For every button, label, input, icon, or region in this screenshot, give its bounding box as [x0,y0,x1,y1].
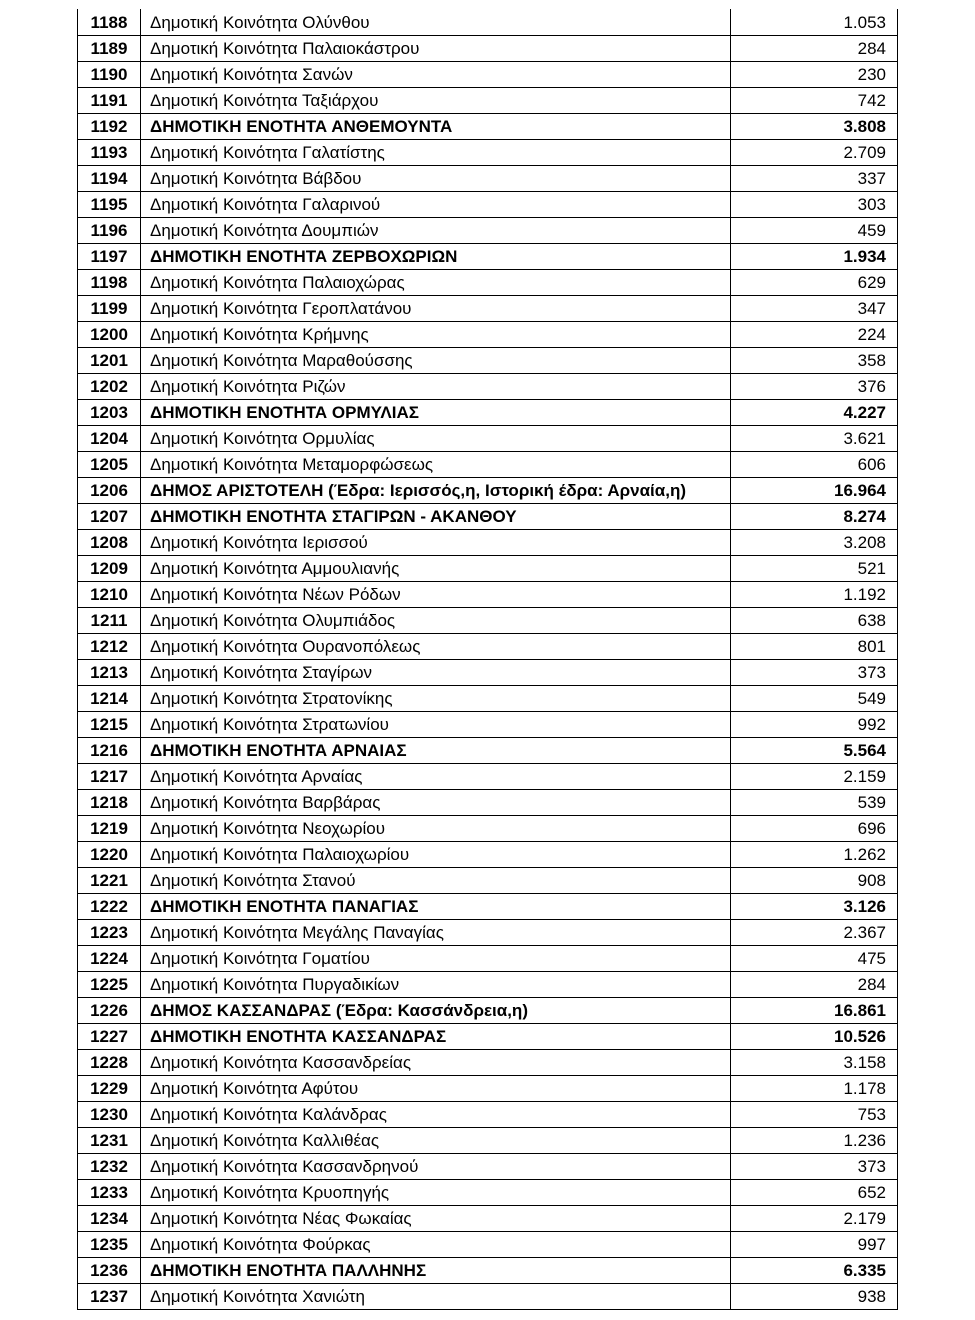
row-value: 5.564 [731,738,898,764]
table-row [78,556,898,582]
row-number: 1236 [78,1258,141,1284]
row-name: Δημοτική Κοινότητα Ολύνθου [141,9,731,36]
row-number: 1201 [78,348,141,374]
row-number: 1217 [78,764,141,790]
row-value: 347 [731,296,898,322]
row-name: Δημοτική Κοινότητα Πυργαδικίων [141,972,731,998]
row-name: Δημοτική Κοινότητα Ιερισσού [141,530,731,556]
table-row [78,868,898,894]
row-name: ΔΗΜΟΣ ΑΡΙΣΤΟΤΕΛΗ (Έδρα: Ιερισσός,η, Ιστορική έδρα: Αρναία,η) [141,478,731,504]
row-value: 358 [731,348,898,374]
table-row [78,192,898,218]
table-row [78,166,898,192]
table-row [78,426,898,452]
row-value: 1.053 [731,9,898,36]
table-row [78,88,898,114]
row-value: 284 [731,36,898,62]
table-row [78,946,898,972]
row-number: 1188 [78,9,141,36]
row-name: Δημοτική Κοινότητα Μαραθούσσης [141,348,731,374]
row-number: 1226 [78,998,141,1024]
row-value: 10.526 [731,1024,898,1050]
table-body [78,9,898,1310]
row-value: 908 [731,868,898,894]
table-row [78,296,898,322]
row-number: 1205 [78,452,141,478]
row-name: ΔΗΜΟΤΙΚΗ ΕΝΟΤΗΤΑ ΑΡΝΑΙΑΣ [141,738,731,764]
row-number: 1204 [78,426,141,452]
row-number: 1194 [78,166,141,192]
row-value: 539 [731,790,898,816]
row-number: 1232 [78,1154,141,1180]
row-name: Δημοτική Κοινότητα Βαρβάρας [141,790,731,816]
row-value: 2.179 [731,1206,898,1232]
table-row [78,998,898,1024]
row-value: 1.262 [731,842,898,868]
row-value: 696 [731,816,898,842]
row-name: ΔΗΜΟΤΙΚΗ ΕΝΟΤΗΤΑ ΠΑΝΑΓΙΑΣ [141,894,731,920]
table-row [78,348,898,374]
row-number: 1207 [78,504,141,530]
table-row [78,608,898,634]
row-value: 16.964 [731,478,898,504]
table-row [78,1258,898,1284]
table-row [78,764,898,790]
table-row [78,712,898,738]
row-name: Δημοτική Κοινότητα Σανών [141,62,731,88]
table-row [78,244,898,270]
row-name: ΔΗΜΟΤΙΚΗ ΕΝΟΤΗΤΑ ΣΤΑΓΙΡΩΝ - ΑΚΑΝΘΟΥ [141,504,731,530]
row-number: 1202 [78,374,141,400]
row-name: ΔΗΜΟΤΙΚΗ ΕΝΟΤΗΤΑ ΖΕΡΒΟΧΩΡΙΩΝ [141,244,731,270]
row-number: 1218 [78,790,141,816]
row-number: 1230 [78,1102,141,1128]
row-name: Δημοτική Κοινότητα Κρήμνης [141,322,731,348]
table-row [78,738,898,764]
row-name: Δημοτική Κοινότητα Γοματίου [141,946,731,972]
row-name: ΔΗΜΟΤΙΚΗ ΕΝΟΤΗΤΑ ΚΑΣΣΑΝΔΡΑΣ [141,1024,731,1050]
row-name: Δημοτική Κοινότητα Αφύτου [141,1076,731,1102]
row-value: 3.808 [731,114,898,140]
row-value: 992 [731,712,898,738]
row-number: 1206 [78,478,141,504]
row-name: Δημοτική Κοινότητα Αρναίας [141,764,731,790]
row-value: 2.709 [731,140,898,166]
table-row [78,530,898,556]
table-row [78,114,898,140]
row-number: 1234 [78,1206,141,1232]
row-name: Δημοτική Κοινότητα Στρατονίκης [141,686,731,712]
row-name: Δημοτική Κοινότητα Γαλαρινού [141,192,731,218]
row-name: Δημοτική Κοινότητα Κασσανδρείας [141,1050,731,1076]
row-number: 1209 [78,556,141,582]
row-number: 1198 [78,270,141,296]
table-row [78,790,898,816]
table-row [78,322,898,348]
row-name: Δημοτική Κοινότητα Ουρανοπόλεως [141,634,731,660]
row-name: Δημοτική Κοινότητα Στρατωνίου [141,712,731,738]
row-number: 1193 [78,140,141,166]
row-number: 1229 [78,1076,141,1102]
row-value: 742 [731,88,898,114]
table-row [78,1206,898,1232]
row-number: 1225 [78,972,141,998]
table-row [78,582,898,608]
row-value: 3.158 [731,1050,898,1076]
row-name: Δημοτική Κοινότητα Στανού [141,868,731,894]
row-name: Δημοτική Κοινότητα Ταξιάρχου [141,88,731,114]
table-row [78,1024,898,1050]
row-name: Δημοτική Κοινότητα Μεγάλης Παναγίας [141,920,731,946]
row-value: 303 [731,192,898,218]
row-value: 16.861 [731,998,898,1024]
row-number: 1220 [78,842,141,868]
row-number: 1208 [78,530,141,556]
row-name: Δημοτική Κοινότητα Παλαιοχωρίου [141,842,731,868]
row-number: 1237 [78,1284,141,1310]
row-name: Δημοτική Κοινότητα Ορμυλίας [141,426,731,452]
row-value: 4.227 [731,400,898,426]
row-number: 1197 [78,244,141,270]
row-value: 337 [731,166,898,192]
row-value: 1.178 [731,1076,898,1102]
row-value: 8.274 [731,504,898,530]
row-name: Δημοτική Κοινότητα Σταγίρων [141,660,731,686]
table-row [78,452,898,478]
row-value: 549 [731,686,898,712]
row-name: Δημοτική Κοινότητα Κασσανδρηνού [141,1154,731,1180]
row-name: Δημοτική Κοινότητα Καλάνδρας [141,1102,731,1128]
row-name: Δημοτική Κοινότητα Παλαιοχώρας [141,270,731,296]
table-row [78,920,898,946]
row-number: 1190 [78,62,141,88]
row-name: Δημοτική Κοινότητα Νέων Ρόδων [141,582,731,608]
row-value: 6.335 [731,1258,898,1284]
row-value: 3.621 [731,426,898,452]
row-number: 1221 [78,868,141,894]
row-value: 373 [731,1154,898,1180]
table-row [78,9,898,36]
table-row [78,1076,898,1102]
row-value: 224 [731,322,898,348]
row-name: Δημοτική Κοινότητα Χανιώτη [141,1284,731,1310]
table-row [78,1128,898,1154]
row-value: 1.192 [731,582,898,608]
row-number: 1189 [78,36,141,62]
row-name: Δημοτική Κοινότητα Αμμουλιανής [141,556,731,582]
row-value: 652 [731,1180,898,1206]
table-row [78,634,898,660]
row-value: 3.126 [731,894,898,920]
row-value: 638 [731,608,898,634]
table-row [78,374,898,400]
table-row [78,478,898,504]
table-row [78,842,898,868]
table-row [78,1154,898,1180]
row-name: Δημοτική Κοινότητα Δουμπιών [141,218,731,244]
row-number: 1199 [78,296,141,322]
row-name: Δημοτική Κοινότητα Μεταμορφώσεως [141,452,731,478]
row-name: ΔΗΜΟΤΙΚΗ ΕΝΟΤΗΤΑ ΟΡΜΥΛΙΑΣ [141,400,731,426]
row-number: 1215 [78,712,141,738]
table-row [78,1050,898,1076]
row-number: 1223 [78,920,141,946]
row-name: Δημοτική Κοινότητα Γαλατίστης [141,140,731,166]
table-row [78,894,898,920]
row-number: 1235 [78,1232,141,1258]
row-number: 1233 [78,1180,141,1206]
row-number: 1222 [78,894,141,920]
row-number: 1196 [78,218,141,244]
table-row [78,140,898,166]
row-number: 1211 [78,608,141,634]
row-value: 606 [731,452,898,478]
population-table [77,9,898,1310]
row-name: Δημοτική Κοινότητα Νέας Φωκαίας [141,1206,731,1232]
row-value: 284 [731,972,898,998]
table-row [78,972,898,998]
row-value: 1.934 [731,244,898,270]
row-value: 1.236 [731,1128,898,1154]
table-row [78,686,898,712]
row-name: ΔΗΜΟΤΙΚΗ ΕΝΟΤΗΤΑ ΑΝΘΕΜΟΥΝΤΑ [141,114,731,140]
table-row [78,218,898,244]
table-row [78,270,898,296]
row-number: 1212 [78,634,141,660]
row-name: Δημοτική Κοινότητα Κρυοπηγής [141,1180,731,1206]
row-name: Δημοτική Κοινότητα Φούρκας [141,1232,731,1258]
row-value: 2.159 [731,764,898,790]
table-row [78,62,898,88]
row-number: 1210 [78,582,141,608]
row-value: 373 [731,660,898,686]
row-name: ΔΗΜΟΤΙΚΗ ΕΝΟΤΗΤΑ ΠΑΛΛΗΝΗΣ [141,1258,731,1284]
table-row [78,660,898,686]
table-row [78,1102,898,1128]
row-value: 376 [731,374,898,400]
row-value: 3.208 [731,530,898,556]
row-name: Δημοτική Κοινότητα Παλαιοκάστρου [141,36,731,62]
table-row [78,816,898,842]
row-number: 1213 [78,660,141,686]
row-number: 1192 [78,114,141,140]
row-value: 753 [731,1102,898,1128]
row-name: Δημοτική Κοινότητα Ολυμπιάδος [141,608,731,634]
row-name: ΔΗΜΟΣ ΚΑΣΣΑΝΔΡΑΣ (Έδρα: Κασσάνδρεια,η) [141,998,731,1024]
row-value: 997 [731,1232,898,1258]
row-number: 1195 [78,192,141,218]
row-number: 1228 [78,1050,141,1076]
row-value: 230 [731,62,898,88]
row-number: 1214 [78,686,141,712]
row-number: 1191 [78,88,141,114]
row-value: 475 [731,946,898,972]
row-value: 801 [731,634,898,660]
row-number: 1227 [78,1024,141,1050]
table-row [78,1284,898,1310]
row-number: 1203 [78,400,141,426]
row-number: 1200 [78,322,141,348]
row-name: Δημοτική Κοινότητα Καλλιθέας [141,1128,731,1154]
row-number: 1216 [78,738,141,764]
table-row [78,400,898,426]
row-value: 938 [731,1284,898,1310]
table-row [78,1232,898,1258]
table-row [78,504,898,530]
row-name: Δημοτική Κοινότητα Ριζών [141,374,731,400]
row-number: 1224 [78,946,141,972]
row-number: 1219 [78,816,141,842]
row-value: 459 [731,218,898,244]
table-row [78,36,898,62]
row-name: Δημοτική Κοινότητα Γεροπλατάνου [141,296,731,322]
row-number: 1231 [78,1128,141,1154]
row-name: Δημοτική Κοινότητα Βάβδου [141,166,731,192]
table-row [78,1180,898,1206]
row-name: Δημοτική Κοινότητα Νεοχωρίου [141,816,731,842]
row-value: 521 [731,556,898,582]
row-value: 629 [731,270,898,296]
row-value: 2.367 [731,920,898,946]
